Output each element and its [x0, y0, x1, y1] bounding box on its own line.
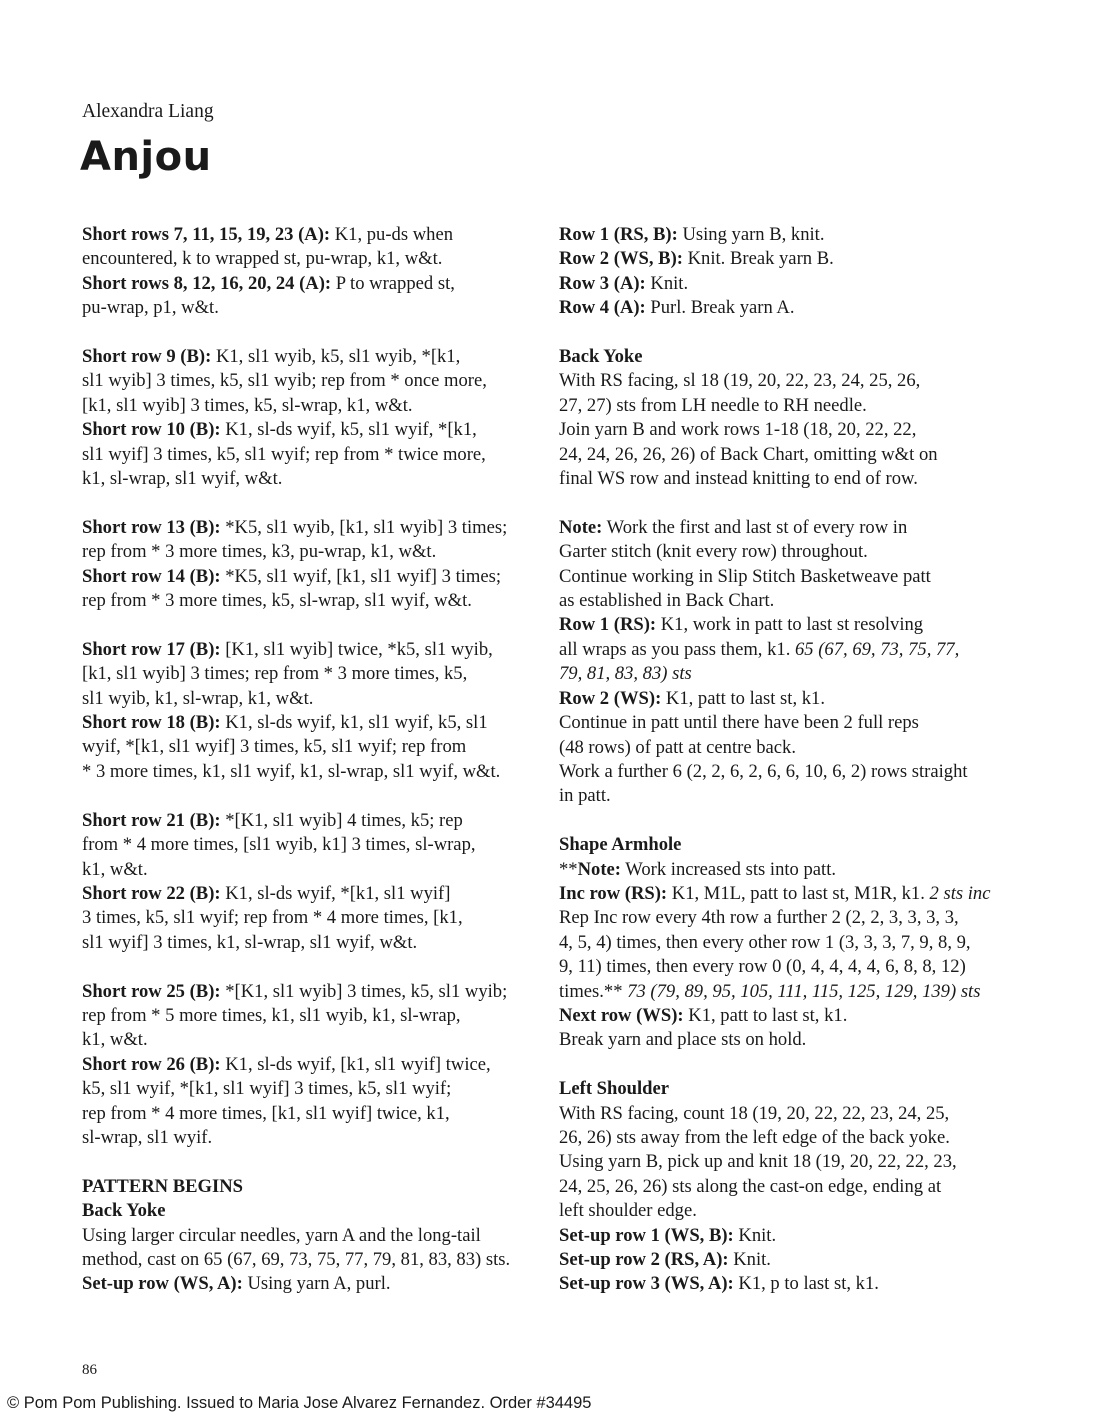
text-line [559, 955, 999, 979]
text-line [82, 711, 532, 735]
text-run: Join yarn B and work rows 1-18 (18, 20, 22, 22, [559, 419, 917, 441]
text-line [559, 1272, 999, 1296]
text-line [82, 906, 532, 930]
text-run: K1, sl-ds wyif, [k1, sl1 wyif] twice, [220, 1053, 491, 1075]
text-run: K1, patt to last st, k1. [661, 687, 825, 709]
instruction-paragraph [82, 809, 532, 955]
text-run: 24, 24, 26, 26, 26) of Back Chart, omitting w&t on [559, 443, 938, 465]
text-line [559, 1028, 999, 1052]
text-line [82, 1004, 532, 1028]
bold-label: Row 4 (A): [559, 297, 646, 319]
text-line [559, 931, 999, 955]
text-line [559, 516, 999, 540]
text-line [559, 1126, 999, 1150]
bold-label: Short row 18 (B): [82, 712, 221, 734]
text-line [82, 394, 532, 418]
bold-label: Set-up row 3 (WS, A): [559, 1273, 734, 1295]
text-run: k1, w&t. [82, 1029, 148, 1051]
text-line [559, 1175, 999, 1199]
text-line [559, 662, 999, 686]
text-line [559, 223, 999, 247]
text-run: K1, M1L, patt to last st, M1R, k1. [667, 882, 930, 904]
text-run: encountered, k to wrapped st, pu-wrap, k1, w&t. [82, 248, 443, 270]
text-run: sl1 wyib] 3 times, k5, sl1 wyib; rep from * once more, [82, 370, 487, 392]
text-line [559, 247, 999, 271]
bold-label: Short row 17 (B): [82, 638, 221, 660]
bold-label: Set-up row (WS, A): [82, 1273, 243, 1295]
bold-label: Short row 22 (B): [82, 882, 221, 904]
text-line [559, 760, 999, 784]
text-line [82, 858, 532, 882]
text-line [559, 1150, 999, 1174]
text-line [82, 247, 532, 271]
text-run: Continue in patt until there have been 2 full reps [559, 712, 919, 734]
text-line [559, 272, 999, 296]
text-run: Continue working in Slip Stitch Basketweave patt [559, 565, 931, 587]
text-run: method, cast on 65 (67, 69, 73, 75, 77, 79, 81, 83, 83) sts. [82, 1248, 511, 1270]
instruction-paragraph [82, 223, 532, 321]
text-run: as established in Back Chart. [559, 590, 775, 612]
text-line [82, 443, 532, 467]
text-run: from * 4 more times, [sl1 wyib, k1] 3 times, sl-wrap, [82, 834, 476, 856]
text-line [559, 565, 999, 589]
text-run: rep from * 4 more times, [k1, sl1 wyif] twice, k1, [82, 1102, 450, 1124]
text-line [559, 1004, 999, 1028]
text-line [559, 589, 999, 613]
text-line [82, 687, 532, 711]
bold-label: Short rows 7, 11, 15, 19, 23 (A): [82, 224, 331, 245]
bold-label: Short row 14 (B): [82, 565, 221, 587]
text-run: sl-wrap, sl1 wyif. [82, 1126, 213, 1148]
bold-label: Short row 25 (B): [82, 980, 221, 1002]
text-line [82, 540, 532, 564]
text-run: k5, sl1 wyif, *[k1, sl1 wyif] 3 times, k5, sl1 wyif; [82, 1078, 452, 1100]
text-line [82, 589, 532, 613]
instruction-paragraph [82, 980, 532, 1151]
text-run: K1, pu-ds when [330, 224, 454, 245]
text-line [559, 1199, 999, 1223]
bold-label: Short row 26 (B): [82, 1053, 221, 1075]
author-name: Alexandra Liang [82, 101, 214, 122]
bold-label: Back Yoke [82, 1200, 166, 1222]
text-run: Purl. Break yarn A. [645, 297, 795, 319]
text-run: P to wrapped st, [331, 272, 455, 294]
bold-label: Shape Armhole [559, 834, 682, 856]
text-line [559, 1102, 999, 1126]
text-line [559, 1224, 999, 1248]
text-run: 27, 27) sts from LH needle to RH needle. [559, 394, 867, 416]
text-line [559, 467, 999, 491]
instruction-paragraph [559, 833, 999, 1053]
text-run: Using yarn A, purl. [242, 1273, 391, 1295]
text-line [82, 1028, 532, 1052]
text-line [559, 443, 999, 467]
text-run: K1, sl-ds wyif, k5, sl1 wyif, *[k1, [220, 419, 477, 441]
text-line [559, 296, 999, 320]
text-line [559, 833, 999, 857]
text-line [82, 809, 532, 833]
bold-label: Back Yoke [559, 346, 643, 368]
text-run: K1, sl-ds wyif, k1, sl1 wyif, k5, sl1 [220, 712, 488, 734]
text-run: Using yarn B, knit. [677, 224, 825, 245]
instruction-paragraph [559, 223, 999, 321]
text-line [559, 394, 999, 418]
text-line [82, 760, 532, 784]
text-run: final WS row and instead knitting to end of row. [559, 468, 918, 490]
text-run: Knit. [733, 1224, 777, 1246]
text-line [82, 1272, 532, 1296]
text-run: k1, sl-wrap, sl1 wyif, w&t. [82, 468, 283, 490]
text-run: sl1 wyif] 3 times, k5, sl1 wyif; rep from * twice more, [82, 443, 486, 465]
text-line [82, 1175, 532, 1199]
text-line [82, 272, 532, 296]
text-run: K1, sl-ds wyif, *[k1, sl1 wyif] [220, 882, 451, 904]
text-line [559, 736, 999, 760]
bold-label: Short row 13 (B): [82, 516, 221, 538]
text-line [559, 711, 999, 735]
text-line [82, 662, 532, 686]
bold-label: Left Shoulder [559, 1078, 670, 1100]
text-run: rep from * 3 more times, k3, pu-wrap, k1, w&t. [82, 541, 437, 563]
text-run: K1, patt to last st, k1. [683, 1004, 848, 1026]
text-line [559, 613, 999, 637]
text-line [82, 931, 532, 955]
bold-label: Next row (WS): [559, 1004, 684, 1026]
text-line [559, 980, 999, 1004]
text-line [559, 638, 999, 662]
text-line [82, 296, 532, 320]
text-run: *[K1, sl1 wyib] 4 times, k5; rep [220, 809, 463, 831]
instruction-paragraph [82, 345, 532, 491]
text-line [559, 345, 999, 369]
text-run: 9, 11) times, then every row 0 (0, 4, 4, 4, 4, 6, 8, 8, 12) [559, 956, 966, 978]
text-line [82, 833, 532, 857]
bold-label: Row 1 (RS, B): [559, 224, 678, 245]
stitch-count: 73 (79, 89, 95, 105, 111, 115, 125, 129, 139) sts [627, 980, 981, 1002]
text-run: k1, w&t. [82, 858, 148, 880]
text-run: With RS facing, count 18 (19, 20, 22, 22, 23, 24, 25, [559, 1102, 950, 1124]
copyright-footer: © Pom Pom Publishing. Issued to Maria Jose Alvarez Fernandez. Order #34495 [7, 1394, 592, 1412]
text-run: wyif, *[k1, sl1 wyif] 3 times, k5, sl1 wyif; rep from [82, 736, 467, 758]
text-run: rep from * 5 more times, k1, sl1 wyib, k1, sl-wrap, [82, 1004, 461, 1026]
bold-label: Short row 10 (B): [82, 419, 221, 441]
text-line [82, 1102, 532, 1126]
left-column [82, 223, 532, 1321]
instruction-paragraph [82, 516, 532, 614]
text-run: Knit. [645, 272, 689, 294]
text-run: Using yarn B, pick up and knit 18 (19, 20, 22, 22, 23, [559, 1151, 957, 1173]
text-run: Work increased sts into patt. [620, 858, 837, 880]
text-run: Using larger circular needles, yarn A and the long-tail [82, 1224, 481, 1246]
bold-label: Set-up row 2 (RS, A): [559, 1249, 729, 1270]
text-run: pu-wrap, p1, w&t. [82, 297, 219, 319]
text-run: K1, work in patt to last st resolving [656, 614, 924, 636]
stitch-count: 79, 81, 83, 83) sts [559, 663, 692, 685]
text-run: 4, 5, 4) times, then every other row 1 (3, 3, 3, 7, 9, 8, 9, [559, 931, 971, 953]
text-line [82, 980, 532, 1004]
text-line [82, 467, 532, 491]
text-run: With RS facing, sl 18 (19, 20, 22, 23, 24, 25, 26, [559, 370, 921, 392]
instruction-paragraph [82, 1175, 532, 1297]
text-line [82, 1199, 532, 1223]
text-run: ** [559, 858, 578, 880]
text-run: Work a further 6 (2, 2, 6, 2, 6, 6, 10, 6, 2) rows straight [559, 760, 968, 782]
text-run: [k1, sl1 wyib] 3 times, k5, sl-wrap, k1, w&t. [82, 394, 413, 416]
bold-label: Row 2 (WS, B): [559, 248, 683, 270]
stitch-count: 65 (67, 69, 73, 75, 77, [795, 638, 960, 660]
text-line [559, 784, 999, 808]
text-run: *K5, sl1 wyif, [k1, sl1 wyif] 3 times; [220, 565, 502, 587]
text-line [82, 1248, 532, 1272]
text-run: Work the first and last st of every row in [602, 516, 908, 538]
text-line [82, 1224, 532, 1248]
text-run: *[K1, sl1 wyib] 3 times, k5, sl1 wyib; [220, 980, 508, 1002]
pattern-title: Anjou [80, 134, 212, 180]
bold-label: Inc row (RS): [559, 882, 668, 904]
text-line [82, 565, 532, 589]
text-run: left shoulder edge. [559, 1200, 697, 1222]
text-run: K1, p to last st, k1. [733, 1273, 879, 1295]
text-line [559, 418, 999, 442]
text-run: [k1, sl1 wyib] 3 times; rep from * 3 more times, k5, [82, 663, 468, 685]
text-run: (48 rows) of patt at centre back. [559, 736, 796, 758]
text-line [559, 882, 999, 906]
stitch-count: 2 sts inc [929, 882, 991, 904]
bold-label: Row 2 (WS): [559, 687, 662, 709]
text-run: sl1 wyib, k1, sl-wrap, k1, w&t. [82, 687, 314, 709]
text-line [82, 735, 532, 759]
text-line [82, 882, 532, 906]
text-line [82, 516, 532, 540]
text-line [559, 540, 999, 564]
text-line [559, 687, 999, 711]
bold-label: Row 3 (A): [559, 272, 646, 294]
text-line [82, 345, 532, 369]
text-run: Knit. Break yarn B. [682, 248, 834, 270]
text-run: 26, 26) sts away from the left edge of the back yoke. [559, 1126, 950, 1148]
text-run: in patt. [559, 785, 611, 807]
text-line [559, 369, 999, 393]
page-number: 86 [82, 1362, 97, 1378]
text-line [559, 1077, 999, 1101]
text-run: rep from * 3 more times, k5, sl-wrap, sl1 wyif, w&t. [82, 590, 472, 612]
text-run: *K5, sl1 wyib, [k1, sl1 wyib] 3 times; [220, 516, 508, 538]
text-line [82, 369, 532, 393]
text-run: 24, 25, 26, 26) sts along the cast-on edge, ending at [559, 1175, 942, 1197]
right-column [559, 223, 999, 1321]
text-run: K1, sl1 wyib, k5, sl1 wyib, *[k1, [211, 346, 461, 368]
instruction-paragraph [559, 345, 999, 491]
instruction-paragraph [559, 516, 999, 809]
text-run: 3 times, k5, sl1 wyif; rep from * 4 more times, [k1, [82, 907, 463, 929]
text-run: Garter stitch (knit every row) throughout. [559, 541, 868, 563]
text-run: * 3 more times, k1, sl1 wyif, k1, sl-wrap, sl1 wyif, w&t. [82, 760, 501, 782]
bold-label: Short rows 8, 12, 16, 20, 24 (A): [82, 272, 332, 294]
instruction-paragraph [82, 638, 532, 784]
text-line [82, 1126, 532, 1150]
bold-label: Note: [577, 858, 621, 880]
text-line [82, 223, 532, 247]
text-line [82, 418, 532, 442]
text-run: [K1, sl1 wyib] twice, *k5, sl1 wyib, [220, 638, 493, 660]
text-line [559, 1248, 999, 1272]
text-run: all wraps as you pass them, k1. [559, 638, 795, 660]
bold-label: Note: [559, 516, 603, 538]
text-line [559, 906, 999, 930]
text-run: times.** [559, 980, 628, 1002]
bold-label: Row 1 (RS): [559, 614, 657, 636]
bold-label: Short row 21 (B): [82, 809, 221, 831]
text-run: Knit. [728, 1249, 771, 1270]
bold-label: Set-up row 1 (WS, B): [559, 1224, 734, 1246]
text-run: Break yarn and place sts on hold. [559, 1029, 807, 1051]
bold-label: PATTERN BEGINS [82, 1175, 244, 1197]
text-run: Rep Inc row every 4th row a further 2 (2, 2, 3, 3, 3, 3, [559, 907, 959, 929]
text-run: sl1 wyif] 3 times, k1, sl-wrap, sl1 wyif, w&t. [82, 931, 418, 953]
bold-label: Short row 9 (B): [82, 346, 212, 368]
instruction-paragraph [559, 1077, 999, 1297]
text-line [82, 638, 532, 662]
text-line [559, 858, 999, 882]
text-line [82, 1053, 532, 1077]
text-line [82, 1077, 532, 1101]
